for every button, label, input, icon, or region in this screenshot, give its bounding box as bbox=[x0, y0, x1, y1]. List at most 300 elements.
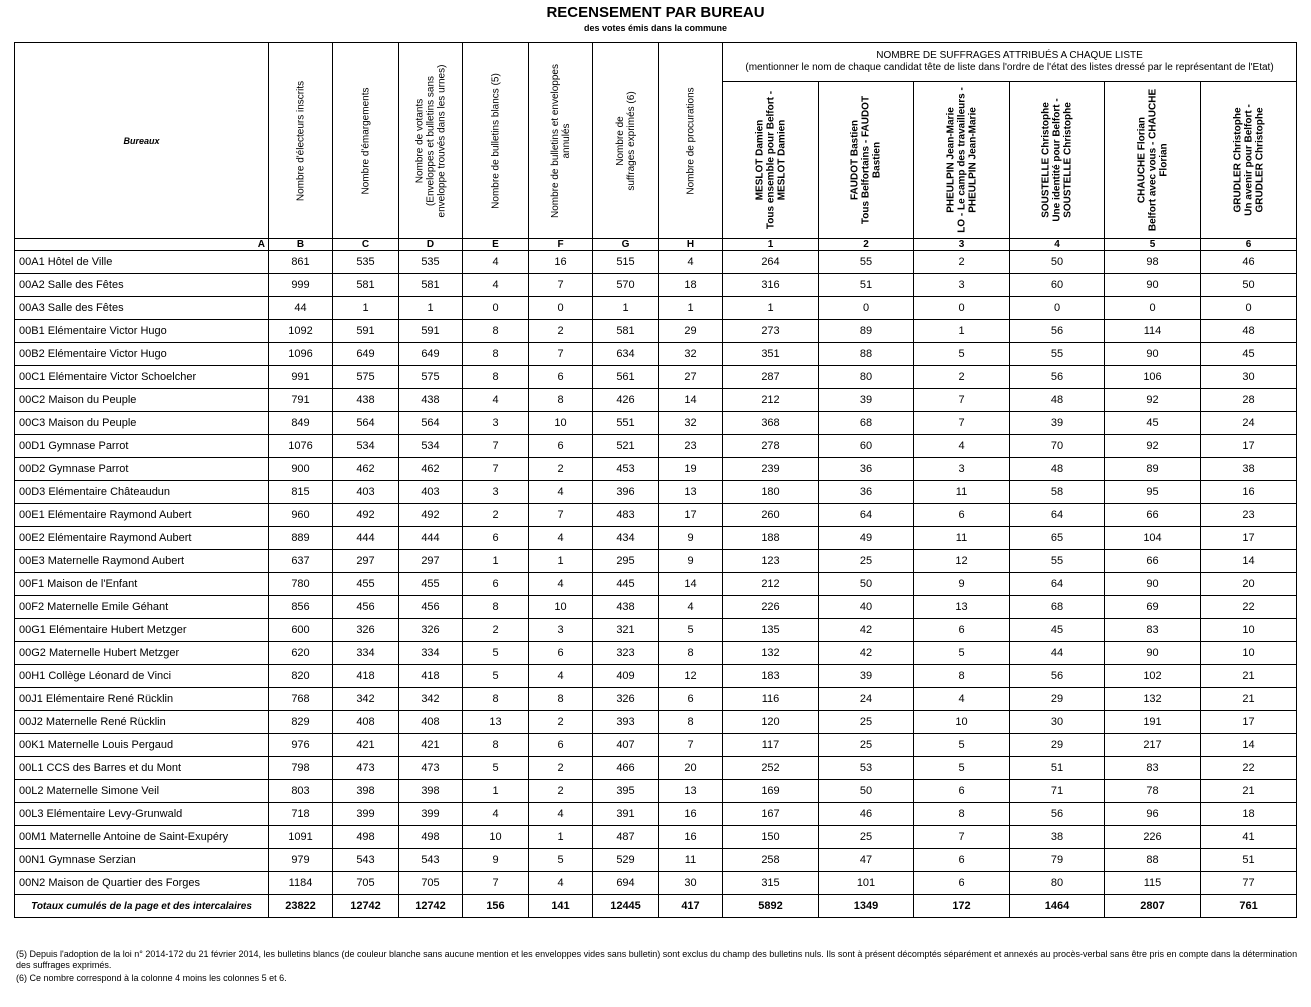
value-cell: 13 bbox=[659, 780, 723, 803]
value-cell: 4 bbox=[529, 481, 593, 504]
value-cell: 92 bbox=[1105, 389, 1201, 412]
value-cell: 64 bbox=[1010, 573, 1105, 596]
value-cell: 25 bbox=[819, 711, 914, 734]
bureau-name-cell: 00B1 Elémentaire Victor Hugo bbox=[15, 320, 269, 343]
value-cell: 4 bbox=[914, 688, 1010, 711]
candidate-name: PHEULPIN Jean-Marie bbox=[945, 107, 956, 213]
value-cell: 1092 bbox=[269, 320, 333, 343]
value-cell: 342 bbox=[399, 688, 463, 711]
value-cell: 2 bbox=[914, 251, 1010, 274]
value-cell: 45 bbox=[1105, 412, 1201, 435]
value-cell: 95 bbox=[1105, 481, 1201, 504]
header-exprimes bbox=[593, 43, 659, 239]
total-cell: 172 bbox=[914, 895, 1010, 918]
value-cell: 17 bbox=[1201, 527, 1297, 550]
table-row bbox=[15, 320, 1297, 343]
value-cell: 473 bbox=[333, 757, 399, 780]
value-cell: 444 bbox=[399, 527, 463, 550]
value-cell: 88 bbox=[819, 343, 914, 366]
value-cell: 132 bbox=[723, 642, 819, 665]
bureau-name-cell: 00E1 Elémentaire Raymond Aubert bbox=[15, 504, 269, 527]
value-cell: 535 bbox=[399, 251, 463, 274]
table-row bbox=[15, 642, 1297, 665]
value-cell: 6 bbox=[529, 366, 593, 389]
value-cell: 591 bbox=[399, 320, 463, 343]
value-cell: 90 bbox=[1105, 343, 1201, 366]
table-row bbox=[15, 780, 1297, 803]
value-cell: 42 bbox=[819, 619, 914, 642]
value-cell: 1 bbox=[529, 550, 593, 573]
value-cell: 29 bbox=[1010, 734, 1105, 757]
value-cell: 5 bbox=[529, 849, 593, 872]
value-cell: 8 bbox=[463, 343, 529, 366]
value-cell: 368 bbox=[723, 412, 819, 435]
value-cell: 3 bbox=[463, 412, 529, 435]
value-cell: 14 bbox=[1201, 734, 1297, 757]
value-cell: 123 bbox=[723, 550, 819, 573]
value-cell: 90 bbox=[1105, 274, 1201, 297]
value-cell: 768 bbox=[269, 688, 333, 711]
value-cell: 98 bbox=[1105, 251, 1201, 274]
header-candidate-1 bbox=[723, 82, 819, 239]
value-cell: 396 bbox=[593, 481, 659, 504]
table-row bbox=[15, 297, 1297, 320]
value-cell: 50 bbox=[1201, 274, 1297, 297]
header-blancs-label: Nombre de bulletins blancs (5) bbox=[490, 72, 501, 209]
value-cell: 120 bbox=[723, 711, 819, 734]
value-cell: 991 bbox=[269, 366, 333, 389]
column-letter: E bbox=[463, 239, 529, 251]
value-cell: 409 bbox=[593, 665, 659, 688]
value-cell: 466 bbox=[593, 757, 659, 780]
bureau-name-cell: 00E3 Maternelle Raymond Aubert bbox=[15, 550, 269, 573]
value-cell: 180 bbox=[723, 481, 819, 504]
value-cell: 8 bbox=[463, 320, 529, 343]
value-cell: 66 bbox=[1105, 504, 1201, 527]
value-cell: 56 bbox=[1010, 665, 1105, 688]
value-cell: 976 bbox=[269, 734, 333, 757]
value-cell: 45 bbox=[1010, 619, 1105, 642]
value-cell: 226 bbox=[1105, 826, 1201, 849]
value-cell: 515 bbox=[593, 251, 659, 274]
total-cell: 12742 bbox=[399, 895, 463, 918]
header-procurations bbox=[659, 43, 723, 239]
value-cell: 104 bbox=[1105, 527, 1201, 550]
value-cell: 462 bbox=[333, 458, 399, 481]
value-cell: 297 bbox=[399, 550, 463, 573]
value-cell: 438 bbox=[593, 596, 659, 619]
value-cell: 8 bbox=[659, 711, 723, 734]
value-cell: 0 bbox=[819, 297, 914, 320]
column-letter: H bbox=[659, 239, 723, 251]
value-cell: 78 bbox=[1105, 780, 1201, 803]
value-cell: 60 bbox=[819, 435, 914, 458]
value-cell: 6 bbox=[914, 849, 1010, 872]
value-cell: 418 bbox=[333, 665, 399, 688]
value-cell: 132 bbox=[1105, 688, 1201, 711]
bureau-name-cell: 00B2 Elémentaire Victor Hugo bbox=[15, 343, 269, 366]
header-votants-line2: (Enveloppes et bulletins sans bbox=[425, 75, 436, 206]
value-cell: 7 bbox=[914, 826, 1010, 849]
bureau-name-cell: 00G2 Maternelle Hubert Metzger bbox=[15, 642, 269, 665]
value-cell: 25 bbox=[819, 550, 914, 573]
value-cell: 4 bbox=[463, 803, 529, 826]
value-cell: 14 bbox=[659, 573, 723, 596]
value-cell: 6 bbox=[463, 573, 529, 596]
value-cell: 117 bbox=[723, 734, 819, 757]
header-exprimes-line2: suffrages exprimés (6) bbox=[625, 90, 637, 191]
value-cell: 55 bbox=[1010, 550, 1105, 573]
value-cell: 56 bbox=[1010, 320, 1105, 343]
value-cell: 4 bbox=[463, 251, 529, 274]
value-cell: 0 bbox=[1010, 297, 1105, 320]
value-cell: 92 bbox=[1105, 435, 1201, 458]
bureau-name-cell: 00D3 Elémentaire Châteaudun bbox=[15, 481, 269, 504]
value-cell: 8 bbox=[529, 389, 593, 412]
value-cell: 483 bbox=[593, 504, 659, 527]
value-cell: 14 bbox=[1201, 550, 1297, 573]
value-cell: 2 bbox=[463, 504, 529, 527]
column-letter: C bbox=[333, 239, 399, 251]
value-cell: 278 bbox=[723, 435, 819, 458]
table-row bbox=[15, 251, 1297, 274]
value-cell: 22 bbox=[1201, 596, 1297, 619]
value-cell: 1 bbox=[399, 297, 463, 320]
value-cell: 21 bbox=[1201, 780, 1297, 803]
value-cell: 861 bbox=[269, 251, 333, 274]
value-cell: 217 bbox=[1105, 734, 1201, 757]
table-row bbox=[15, 550, 1297, 573]
bureau-name-cell: 00C1 Elémentaire Victor Schoelcher bbox=[15, 366, 269, 389]
value-cell: 5 bbox=[463, 642, 529, 665]
value-cell: 2 bbox=[529, 711, 593, 734]
value-cell: 498 bbox=[399, 826, 463, 849]
value-cell: 321 bbox=[593, 619, 659, 642]
value-cell: 23 bbox=[659, 435, 723, 458]
value-cell: 48 bbox=[1201, 320, 1297, 343]
value-cell: 564 bbox=[333, 412, 399, 435]
column-letter: 6 bbox=[1201, 239, 1297, 251]
table-row bbox=[15, 504, 1297, 527]
value-cell: 39 bbox=[1010, 412, 1105, 435]
value-cell: 649 bbox=[399, 343, 463, 366]
value-cell: 1 bbox=[723, 297, 819, 320]
value-cell: 418 bbox=[399, 665, 463, 688]
value-cell: 0 bbox=[529, 297, 593, 320]
table-row bbox=[15, 619, 1297, 642]
value-cell: 48 bbox=[1010, 458, 1105, 481]
value-cell: 620 bbox=[269, 642, 333, 665]
value-cell: 16 bbox=[659, 826, 723, 849]
value-cell: 445 bbox=[593, 573, 659, 596]
bureau-name-cell: 00C3 Maison du Peuple bbox=[15, 412, 269, 435]
bureau-name-cell: 00A3 Salle des Fêtes bbox=[15, 297, 269, 320]
value-cell: 1076 bbox=[269, 435, 333, 458]
value-cell: 543 bbox=[399, 849, 463, 872]
value-cell: 551 bbox=[593, 412, 659, 435]
page-title: RECENSEMENT PAR BUREAU bbox=[546, 4, 765, 21]
value-cell: 456 bbox=[399, 596, 463, 619]
value-cell: 10 bbox=[914, 711, 1010, 734]
header-inscrits bbox=[269, 43, 333, 239]
value-cell: 80 bbox=[1010, 872, 1105, 895]
value-cell: 6 bbox=[914, 872, 1010, 895]
value-cell: 28 bbox=[1201, 389, 1297, 412]
value-cell: 79 bbox=[1010, 849, 1105, 872]
value-cell: 115 bbox=[1105, 872, 1201, 895]
value-cell: 44 bbox=[269, 297, 333, 320]
table-row bbox=[15, 757, 1297, 780]
header-blancs bbox=[463, 43, 529, 239]
value-cell: 889 bbox=[269, 527, 333, 550]
table-row bbox=[15, 343, 1297, 366]
bureau-name-cell: 00K1 Maternelle Louis Pergaud bbox=[15, 734, 269, 757]
value-cell: 83 bbox=[1105, 619, 1201, 642]
bureau-name-cell: 00E2 Elémentaire Raymond Aubert bbox=[15, 527, 269, 550]
value-cell: 0 bbox=[914, 297, 1010, 320]
value-cell: 791 bbox=[269, 389, 333, 412]
column-letter: 3 bbox=[914, 239, 1010, 251]
bureau-name-cell: 00M1 Maternelle Antoine de Saint-Exupéry bbox=[15, 826, 269, 849]
value-cell: 334 bbox=[399, 642, 463, 665]
value-cell: 135 bbox=[723, 619, 819, 642]
header-candidate-5 bbox=[1105, 82, 1201, 239]
value-cell: 89 bbox=[819, 320, 914, 343]
header-procurations-label: Nombre de procurations bbox=[685, 86, 696, 195]
value-cell: 8 bbox=[463, 688, 529, 711]
value-cell: 705 bbox=[399, 872, 463, 895]
total-cell: 141 bbox=[529, 895, 593, 918]
value-cell: 2 bbox=[529, 458, 593, 481]
value-cell: 50 bbox=[819, 780, 914, 803]
value-cell: 398 bbox=[399, 780, 463, 803]
value-cell: 89 bbox=[1105, 458, 1201, 481]
value-cell: 16 bbox=[1201, 481, 1297, 504]
value-cell: 900 bbox=[269, 458, 333, 481]
table-row bbox=[15, 803, 1297, 826]
value-cell: 17 bbox=[1201, 711, 1297, 734]
table-row bbox=[15, 412, 1297, 435]
value-cell: 534 bbox=[333, 435, 399, 458]
header-emargements-label: Nombre d'émargements bbox=[360, 87, 371, 194]
value-cell: 295 bbox=[593, 550, 659, 573]
value-cell: 649 bbox=[333, 343, 399, 366]
table-row bbox=[15, 596, 1297, 619]
value-cell: 581 bbox=[399, 274, 463, 297]
value-cell: 575 bbox=[399, 366, 463, 389]
value-cell: 21 bbox=[1201, 688, 1297, 711]
value-cell: 56 bbox=[1010, 803, 1105, 826]
value-cell: 23 bbox=[1201, 504, 1297, 527]
value-cell: 421 bbox=[333, 734, 399, 757]
value-cell: 169 bbox=[723, 780, 819, 803]
value-cell: 88 bbox=[1105, 849, 1201, 872]
total-cell: 1349 bbox=[819, 895, 914, 918]
value-cell: 287 bbox=[723, 366, 819, 389]
value-cell: 55 bbox=[819, 251, 914, 274]
header-annules-line1: Nombre de bulletins et enveloppes bbox=[549, 63, 561, 218]
value-cell: 80 bbox=[819, 366, 914, 389]
value-cell: 58 bbox=[1010, 481, 1105, 504]
value-cell: 12 bbox=[914, 550, 1010, 573]
value-cell: 6 bbox=[659, 688, 723, 711]
candidate-list: Tous ensemble pour Belfort - bbox=[765, 90, 776, 230]
header-votants bbox=[399, 43, 463, 239]
value-cell: 239 bbox=[723, 458, 819, 481]
value-cell: 5 bbox=[914, 734, 1010, 757]
value-cell: 4 bbox=[529, 573, 593, 596]
value-cell: 39 bbox=[819, 389, 914, 412]
value-cell: 9 bbox=[659, 527, 723, 550]
candidate-list-end: GRUDLER Christophe bbox=[1254, 107, 1266, 213]
value-cell: 8 bbox=[463, 596, 529, 619]
value-cell: 534 bbox=[399, 435, 463, 458]
value-cell: 798 bbox=[269, 757, 333, 780]
value-cell: 421 bbox=[399, 734, 463, 757]
value-cell: 30 bbox=[1010, 711, 1105, 734]
value-cell: 50 bbox=[819, 573, 914, 596]
value-cell: 829 bbox=[269, 711, 333, 734]
value-cell: 9 bbox=[914, 573, 1010, 596]
value-cell: 17 bbox=[659, 504, 723, 527]
value-cell: 4 bbox=[529, 872, 593, 895]
value-cell: 56 bbox=[1010, 366, 1105, 389]
column-letter: 1 bbox=[723, 239, 819, 251]
bureau-name-cell: 00J1 Elémentaire René Rücklin bbox=[15, 688, 269, 711]
value-cell: 7 bbox=[463, 435, 529, 458]
value-cell: 51 bbox=[819, 274, 914, 297]
column-letter: 5 bbox=[1105, 239, 1201, 251]
table-row bbox=[15, 527, 1297, 550]
column-letter: 4 bbox=[1010, 239, 1105, 251]
bureau-name-cell: 00G1 Elémentaire Hubert Metzger bbox=[15, 619, 269, 642]
value-cell: 22 bbox=[1201, 757, 1297, 780]
value-cell: 77 bbox=[1201, 872, 1297, 895]
value-cell: 326 bbox=[333, 619, 399, 642]
value-cell: 6 bbox=[529, 435, 593, 458]
header-candidate-6 bbox=[1201, 82, 1297, 239]
header-suffrages-group bbox=[723, 43, 1297, 82]
value-cell: 51 bbox=[1201, 849, 1297, 872]
value-cell: 4 bbox=[529, 665, 593, 688]
value-cell: 334 bbox=[333, 642, 399, 665]
value-cell: 6 bbox=[914, 619, 1010, 642]
value-cell: 856 bbox=[269, 596, 333, 619]
bureau-name-cell: 00C2 Maison du Peuple bbox=[15, 389, 269, 412]
value-cell: 51 bbox=[1010, 757, 1105, 780]
candidate-list-end: SOUSTELLE Christophe bbox=[1062, 102, 1074, 218]
value-cell: 1 bbox=[333, 297, 399, 320]
value-cell: 183 bbox=[723, 665, 819, 688]
value-cell: 212 bbox=[723, 573, 819, 596]
candidate-name: CHAUCHE Florian bbox=[1136, 116, 1147, 204]
value-cell: 90 bbox=[1105, 573, 1201, 596]
value-cell: 24 bbox=[819, 688, 914, 711]
candidate-list-end: Bastien bbox=[871, 141, 883, 179]
value-cell: 30 bbox=[659, 872, 723, 895]
value-cell: 3 bbox=[463, 481, 529, 504]
bureau-name-cell: 00L1 CCS des Barres et du Mont bbox=[15, 757, 269, 780]
value-cell: 2 bbox=[529, 780, 593, 803]
value-cell: 273 bbox=[723, 320, 819, 343]
column-letter: F bbox=[529, 239, 593, 251]
value-cell: 487 bbox=[593, 826, 659, 849]
table-row bbox=[15, 734, 1297, 757]
bureau-name-cell: 00L2 Maternelle Simone Veil bbox=[15, 780, 269, 803]
column-letter: G bbox=[593, 239, 659, 251]
value-cell: 398 bbox=[333, 780, 399, 803]
value-cell: 5 bbox=[914, 642, 1010, 665]
value-cell: 399 bbox=[333, 803, 399, 826]
table-header bbox=[15, 43, 1297, 251]
value-cell: 960 bbox=[269, 504, 333, 527]
header-bureaux bbox=[15, 43, 269, 239]
value-cell: 535 bbox=[333, 251, 399, 274]
value-cell: 999 bbox=[269, 274, 333, 297]
value-cell: 1 bbox=[463, 550, 529, 573]
value-cell: 323 bbox=[593, 642, 659, 665]
value-cell: 64 bbox=[819, 504, 914, 527]
value-cell: 637 bbox=[269, 550, 333, 573]
value-cell: 19 bbox=[659, 458, 723, 481]
bureau-name-cell: 00D2 Gymnase Parrot bbox=[15, 458, 269, 481]
value-cell: 7 bbox=[529, 504, 593, 527]
header-candidate-2 bbox=[819, 82, 914, 239]
value-cell: 7 bbox=[659, 734, 723, 757]
total-cell: 1464 bbox=[1010, 895, 1105, 918]
value-cell: 8 bbox=[914, 665, 1010, 688]
value-cell: 116 bbox=[723, 688, 819, 711]
value-cell: 849 bbox=[269, 412, 333, 435]
value-cell: 455 bbox=[333, 573, 399, 596]
value-cell: 10 bbox=[1201, 642, 1297, 665]
table-row bbox=[15, 688, 1297, 711]
value-cell: 4 bbox=[463, 389, 529, 412]
value-cell: 11 bbox=[914, 527, 1010, 550]
candidate-name: FAUDOT Bastien bbox=[849, 120, 861, 201]
total-cell: 12742 bbox=[333, 895, 399, 918]
value-cell: 403 bbox=[399, 481, 463, 504]
header-votants-line1: Nombre de votants bbox=[414, 98, 425, 183]
value-cell: 4 bbox=[659, 251, 723, 274]
header-bureaux-label: Bureaux bbox=[123, 135, 160, 146]
value-cell: 399 bbox=[399, 803, 463, 826]
value-cell: 7 bbox=[463, 872, 529, 895]
bureau-name-cell: 00N2 Maison de Quartier des Forges bbox=[15, 872, 269, 895]
value-cell: 395 bbox=[593, 780, 659, 803]
value-cell: 1 bbox=[914, 320, 1010, 343]
value-cell: 5 bbox=[914, 343, 1010, 366]
total-cell: 156 bbox=[463, 895, 529, 918]
table-row bbox=[15, 573, 1297, 596]
value-cell: 5 bbox=[659, 619, 723, 642]
value-cell: 24 bbox=[1201, 412, 1297, 435]
value-cell: 543 bbox=[333, 849, 399, 872]
value-cell: 820 bbox=[269, 665, 333, 688]
bureau-name-cell: 00L3 Elémentaire Levy-Grunwald bbox=[15, 803, 269, 826]
value-cell: 38 bbox=[1010, 826, 1105, 849]
total-cell: 2807 bbox=[1105, 895, 1201, 918]
value-cell: 391 bbox=[593, 803, 659, 826]
value-cell: 101 bbox=[819, 872, 914, 895]
candidate-name: GRUDLER Christophe bbox=[1232, 107, 1244, 213]
value-cell: 521 bbox=[593, 435, 659, 458]
total-cell: 23822 bbox=[269, 895, 333, 918]
table-row bbox=[15, 458, 1297, 481]
value-cell: 326 bbox=[593, 688, 659, 711]
value-cell: 258 bbox=[723, 849, 819, 872]
value-cell: 0 bbox=[463, 297, 529, 320]
